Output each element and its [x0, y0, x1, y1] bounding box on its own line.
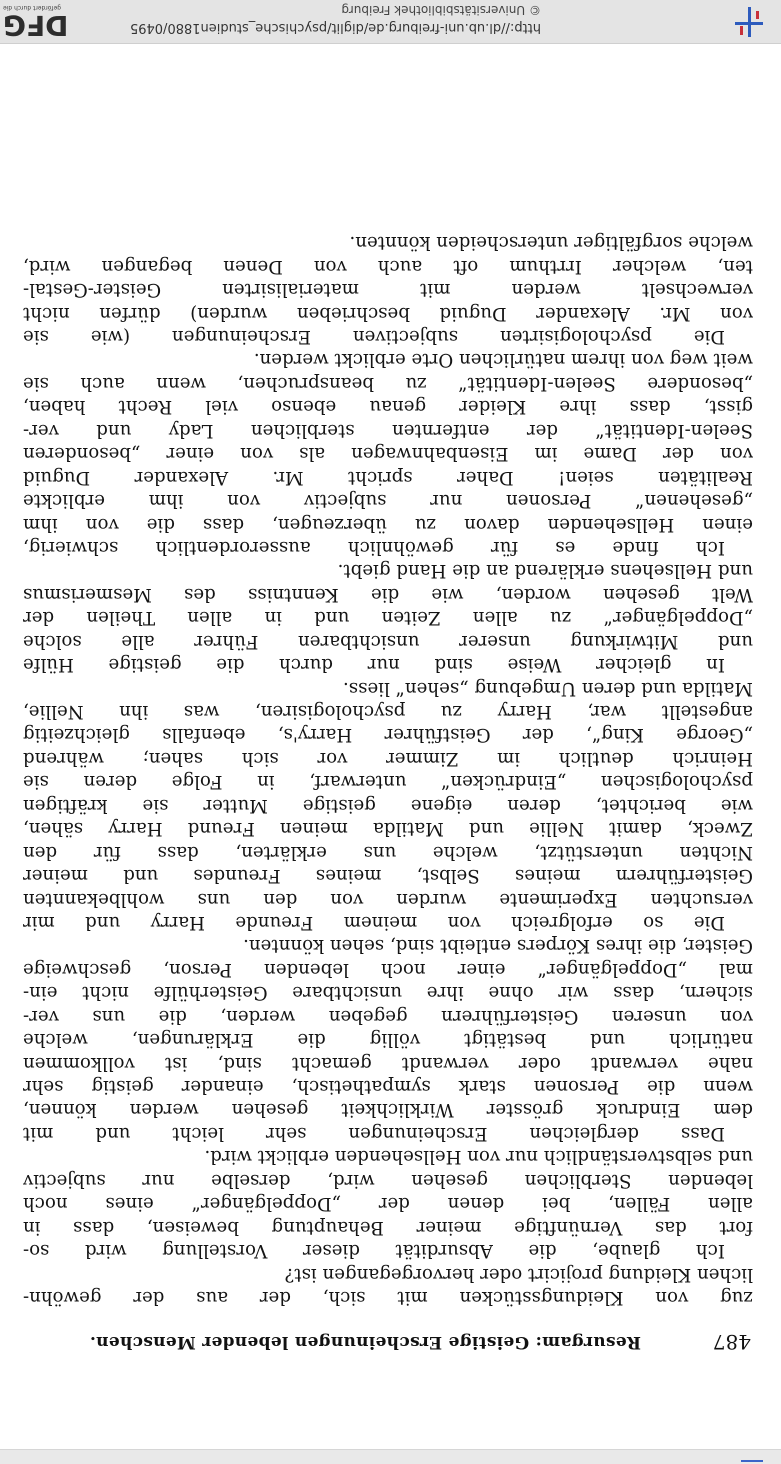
text-line: natürlich und bestätigt völlig die Erklärungen, welche	[23, 1029, 753, 1051]
text-line: mal „Doppelgänger“ einer noch lebenden Person, geschweige	[23, 958, 753, 980]
text-line: dem Eindruck grösster Wirklichkeit gesehen werden können,	[23, 1099, 753, 1121]
text-line: Nichten unterstützt, welche uns erklärten, dass für den	[23, 841, 753, 863]
text-line: sichern, dass wir ohne ihre unsichtbare Geisterhülfe nicht ein-	[23, 982, 753, 1004]
text-line: und Mitwirkung unserer unsichtbaren Führer alle solche	[23, 630, 753, 652]
text-line: gisst, dass ihre Kleider genau ebenso viel Recht haben,	[23, 396, 753, 418]
bottom-strip	[0, 1449, 781, 1464]
text-line: wenn die Personen stark sympathetisch, einander geistig sehr	[23, 1076, 753, 1098]
text-line: „George King“, der Geistführer Harry's, ebenfalls gleichzeitig	[23, 724, 753, 746]
text-line: verwechselt werden mit materialisirten Geister-Gestal-	[23, 279, 753, 301]
text-line: lebenden Sterblichen gesehen wird, derselbe nur subjectiv	[23, 1169, 753, 1191]
text-line: „besondere Seelen-Identität“ zu beanspruchen, wenn auch sie	[23, 372, 753, 394]
text-line: In gleicher Weise sind nur durch die geistige Hülfe	[23, 654, 725, 676]
text-line: welche sorgfältiger unterscheiden könnten.	[349, 232, 753, 254]
text-line: psychologischen „Eindrücken“ unterwarf, in Folge deren sie	[23, 771, 753, 793]
text-line: Seelen-Identität“ der entfernten sterblichen Lady und ver-	[23, 419, 753, 441]
text-line: Geisterführern meines Selbst, meines Freundes und meiner	[23, 865, 753, 887]
text-line: einen Hellsehenden davon zu überzeugen, dass die von ihm	[23, 513, 753, 535]
text-line: weit weg von ihrem natürlichen Orte erblickt werden.	[253, 349, 753, 371]
dfg-logo-text: DFG	[3, 9, 69, 42]
text-line: Ich finde es für gewöhnlich ausserordentlich schwierig,	[23, 537, 725, 558]
text-line: allen Fällen, bei denen der „Doppelgänger“ eines noch	[23, 1193, 753, 1215]
text-line: wie berichtet, deren eigene geistige Mutter sie kräftigen	[23, 794, 753, 816]
text-line: Die psychologisirten subjectiven Erscheinungen (wie sie	[23, 326, 725, 348]
text-line: Matilda und deren Umgebung „sehen“ liess.	[343, 677, 753, 699]
copyright-text: © Universitätsbibliothek Freiburg	[341, 3, 541, 17]
dfg-sub: gefördert durch die	[3, 4, 61, 11]
running-header	[41, 1324, 751, 1354]
text-line: Realitäten seien! Daher spricht Mr. Alexander Duguid	[23, 466, 753, 488]
page-number: 487	[712, 1330, 751, 1354]
dfg-logo	[3, 3, 83, 42]
running-title: Resurgam: Geistige Erscheinungen lebender Menschen.	[89, 1332, 641, 1352]
text-line: Die so erfolgreich von meinem Freunde Harry und mir	[23, 912, 725, 933]
text-line: von der Dame im Eisenbahnwagen als von einer „besonderen	[23, 443, 753, 465]
strip-mark	[741, 1451, 763, 1462]
text-line: nahe verwandt oder verwandt gemacht sind, ist vollkommen	[23, 1052, 753, 1074]
text-line: Zweck, damit Nellie und Matilda meinen Freund Harry sähen,	[23, 818, 753, 840]
ub-logo-icon	[725, 1, 769, 41]
text-line: Welt gesehen worden, wie die Kenntniss des Mesmerismus	[23, 583, 753, 605]
text-line: „Doppelgänger“ zu allen Zeiten und in allen Theilen der	[23, 607, 753, 629]
text-line: versuchten Experimente wurden von den uns wohlbekannten	[23, 888, 753, 910]
text-line: fort das Vernünftige meiner Behauptung beweisen, dass in	[23, 1216, 753, 1238]
text-line: Ich glaube, die Absurdität dieser Vorstellung wird so-	[23, 1240, 725, 1262]
text-line: von Mr. Alexander Duguid beschrieben wurden) dürfen nicht	[23, 302, 753, 324]
document-url-link[interactable]: http://dl.ub.uni-freiburg.de/diglit/psychische_studien1880/0495	[129, 20, 541, 35]
viewer-toolbar	[0, 0, 781, 44]
text-line: Dass dergleichen Erscheinungen sehr leicht und mit	[23, 1122, 725, 1144]
text-line: „gesehenen“ Personen nur subjectiv von ihm erblickte	[23, 490, 753, 512]
text-line: von unseren Geisterführern gegeben werden, die uns ver-	[23, 1005, 753, 1027]
text-line: lichen Kleidung projicirt oder hervorgegangen ist?	[284, 1263, 753, 1285]
text-line: angestellt war, Harry zu psychologisiren, was ihn Nellie,	[23, 701, 753, 723]
text-line: ten, welcher Irrthum oft auch von Denen begangen wird,	[23, 255, 753, 277]
text-line: Heinrich deutlich im Zimmer vor sich sahen; während	[23, 747, 753, 769]
text-line: Geister, die ihres Körpers entleibt sind, sehen könnten.	[243, 935, 753, 957]
text-line: zug von Kleidungsstücken mit sich, der aus der gewöhn-	[23, 1287, 753, 1308]
text-line: und selbstverständlich nur von Hellsehenden erblickt wird.	[204, 1146, 753, 1168]
body-text	[23, 231, 753, 1309]
text-line: und Hellsehens erklärend an die Hand giebt.	[337, 560, 753, 582]
